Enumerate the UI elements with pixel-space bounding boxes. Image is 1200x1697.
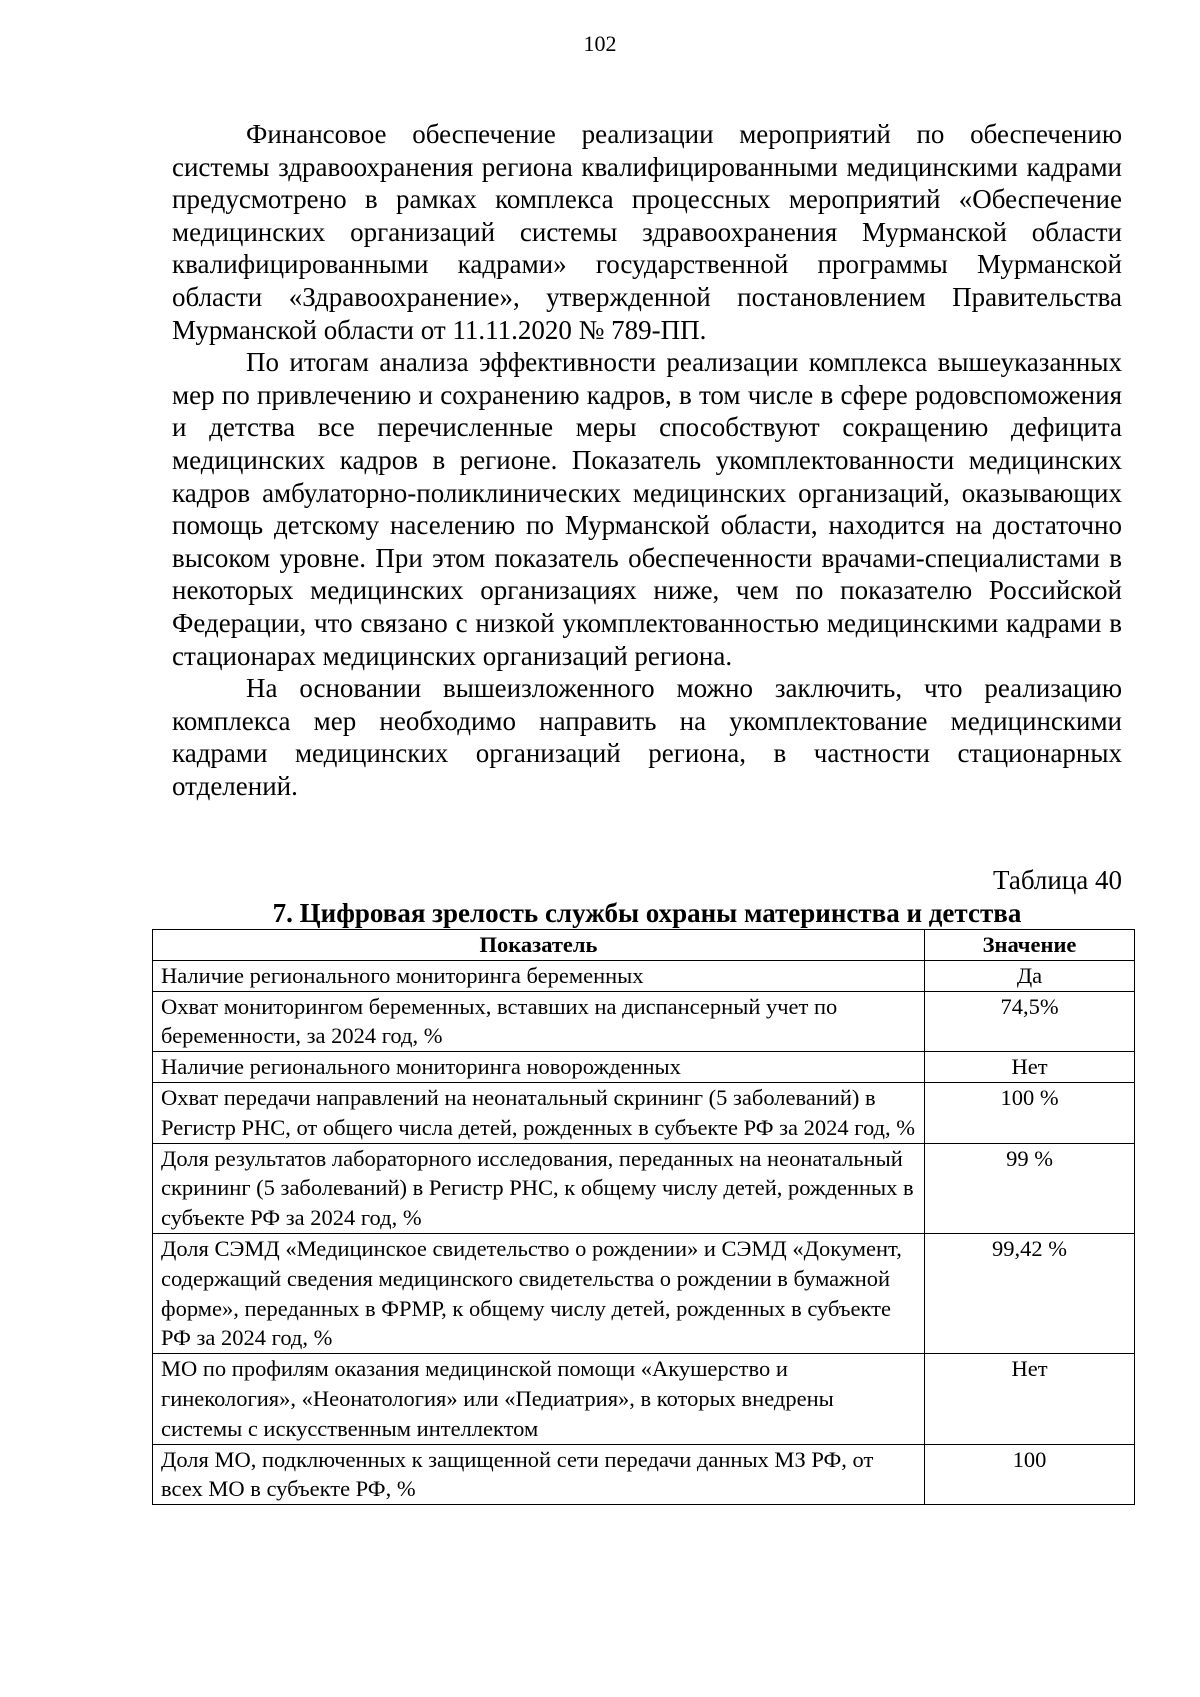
value-cell: Нет (925, 1354, 1135, 1444)
paragraph: На основании вышеизложенного можно заключить, что реализацию комплекса мер необходимо направить на укомплектование медицинскими кадрами медицинских организаций региона, в частности стационарных отделений. (172, 673, 1122, 801)
paragraph: По итогам анализа эффективности реализации комплекса вышеуказанных мер по привлечению и сохранению кадров, в том числе в сфере родовспоможения и детства все перечисленные меры способствуют сокращению дефицита медицинских кадров в регионе. Показатель укомплектованности медицинских кадров амбулаторно-поликлинических медицинских организаций, оказывающих помощь детскому населению по Мурманской области, находится на достаточно высоком уровне. При этом показатель обеспеченности врачами-специалистами в некоторых медицинских организациях ниже, чем по показателю Российской Федерации, что связано с низкой укомплектованностью медицинскими кадрами в стационарах медицинских организаций региона. (172, 347, 1122, 671)
table-row (153, 1444, 1135, 1505)
indicator-cell: Наличие регионального мониторинга новорожденных (153, 1052, 925, 1083)
value-cell: Нет (925, 1052, 1135, 1083)
table-row (153, 1354, 1135, 1444)
table-row (153, 1233, 1135, 1353)
indicator-cell: Наличие регионального мониторинга беременных (153, 960, 925, 991)
body-text (172, 118, 1122, 802)
value-cell: Да (925, 960, 1135, 991)
indicator-cell: Охват мониторингом беременных, вставших на диспансерный учет по беременности, за 2024 год, % (153, 991, 925, 1052)
indicator-cell: Доля МО, подключенных к защищенной сети передачи данных МЗ РФ, от всех МО в субъекте РФ, % (153, 1444, 925, 1505)
indicators-table (152, 929, 1135, 1505)
table-row (153, 1143, 1135, 1233)
table-header-row (153, 930, 1135, 961)
table-title: 7. Цифровая зрелость службы охраны материнства и детства (272, 898, 1022, 928)
page-number: 102 (583, 31, 617, 56)
table-label: Таблица 40 (993, 865, 1122, 895)
header-indicator: Показатель (153, 930, 925, 961)
indicator-cell: Охват передачи направлений на неонатальный скрининг (5 заболеваний) в Регистр РНС, от общего числа детей, рожденных в субъекте РФ за 2024 год, % (153, 1082, 925, 1143)
indicator-cell: Доля результатов лабораторного исследования, переданных на неонатальный скрининг (5 заболеваний) в Регистр РНС, к общему числу детей, рожденных в субъекте РФ за 2024 год, % (153, 1143, 925, 1233)
value-cell: 100 % (925, 1082, 1135, 1143)
paragraph: Финансовое обеспечение реализации мероприятий по обеспечению системы здравоохранения региона квалифицированными медицинскими кадрами предусмотрено в рамках комплекса процессных мероприятий «Обеспечение медицинских организаций системы здравоохранения Мурманской области квалифицированными кадрами» государственной программы Мурманской области «Здравоохранение», утвержденной постановлением Правительства Мурманской области от 11.11.2020 № 789-ПП. (172, 119, 1122, 345)
value-cell: 74,5% (925, 991, 1135, 1052)
value-cell: 100 (925, 1444, 1135, 1505)
table-row (153, 991, 1135, 1052)
table-row (153, 960, 1135, 991)
table-row (153, 1082, 1135, 1143)
header-value: Значение (925, 930, 1135, 961)
indicator-cell: МО по профилям оказания медицинской помощи «Акушерство и гинекология», «Неонатология» или «Педиатрия», в которых внедрены системы с искусственным интеллектом (153, 1354, 925, 1444)
value-cell: 99 % (925, 1143, 1135, 1233)
indicator-cell: Доля СЭМД «Медицинское свидетельство о рождении» и СЭМД «Документ, содержащий сведения медицинского свидетельства о рождении в бумажной форме», переданных в ФРМР, к общему числу детей, рожденных в субъекте РФ за 2024 год, % (153, 1233, 925, 1353)
table-row (153, 1052, 1135, 1083)
value-cell: 99,42 % (925, 1233, 1135, 1353)
